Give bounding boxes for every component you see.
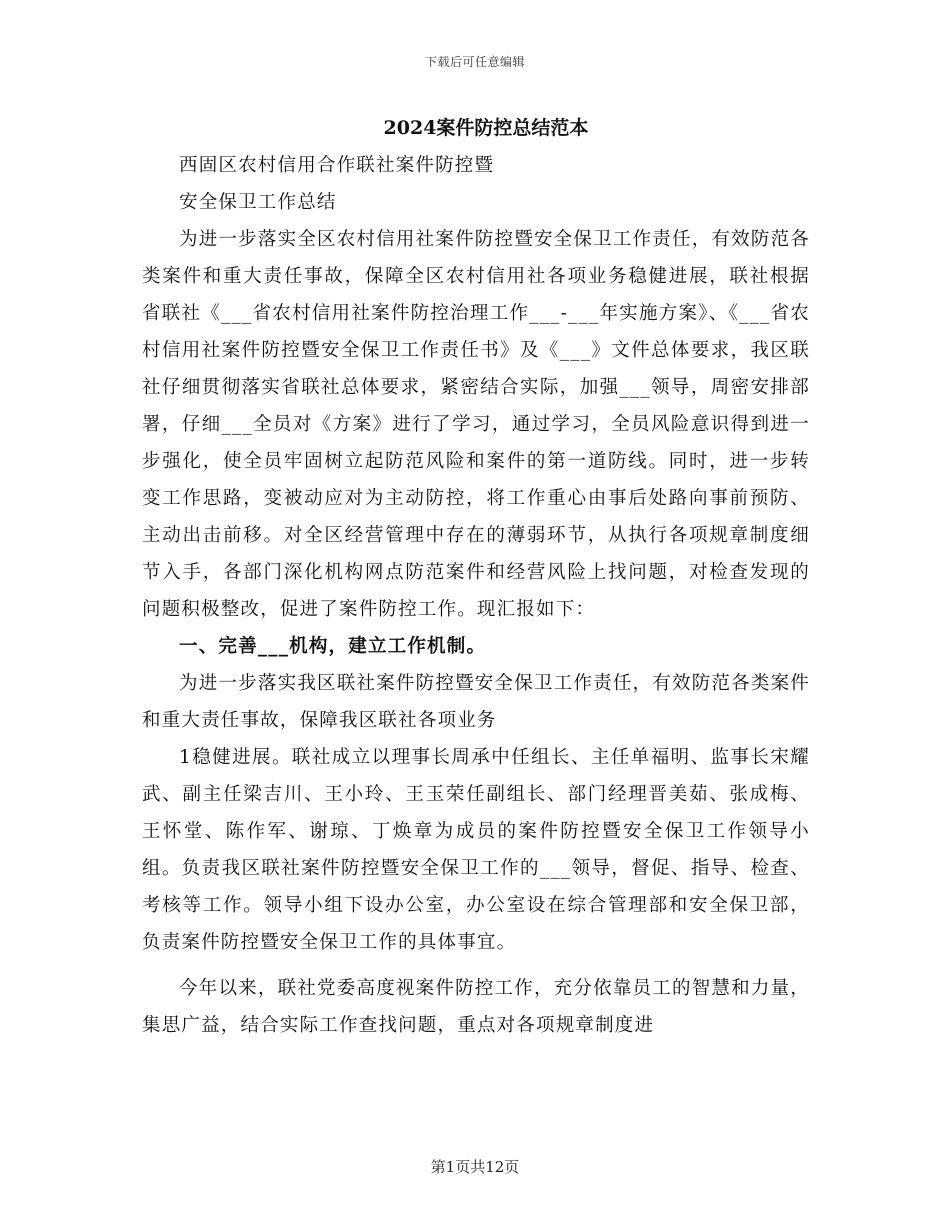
document-title: 2024案件防控总结范本 bbox=[383, 117, 589, 139]
org-line-1: 西固区农村信用合作联社案件防控暨 bbox=[179, 155, 495, 176]
document-body bbox=[142, 110, 810, 1044]
intro-paragraph: 为进一步落实全区农村信用社案件防控暨安全保卫工作责任，有效防范各类案件和重大责任事故，保障全区农村信用社各项业务稳健进展，联社根据省联社《___省农村信用社案件防控治理工作___-___年实施方案》、《___省农村信用社案件防控暨安全保卫工作责任书》及《___》文件总体要求，我区联社仔细贯彻落实省联社总体要求，紧密结合实际，加强___领导，周密安排部署，仔细___全员对《方案》进行了学习，通过学习，全员风险意识得到进一步强化，使全员牢固树立起防范风险和案件的第一道防线。同时，进一步转变工作思路，变被动应对为主动防控，将工作重心由事后处路向事前预防、主动出击前移。对全区经营管理中存在的薄弱环节，从执行各项规章制度细节入手，各部门深化机构网点防范案件和经营风险上找问题，对检查发现的问题积极整改，促进了案件防控工作。现汇报如下： bbox=[142, 229, 810, 620]
page-header-note: 下载后可任意编辑 bbox=[424, 55, 525, 69]
section-1-paragraph-b: 1稳健进展。联社成立以理事长周承中任组长、主任单福明、监事长宋耀武、副主任梁吉川、王小玲、王玉荣任副组长、部门经理晋美茹、张成梅、王怀堂、陈作军、谢琼、丁焕章为成员的案件防控暨安全保卫工作领导小组。负责我区联社案件防控暨安全保卫工作的___领导，督促、指导、检查、考核等工作。领导小组下设办公室，办公室设在综合管理部和安全保卫部，负责案件防控暨安全保卫工作的具体事宜。 bbox=[142, 747, 810, 953]
section-1-paragraph-a: 为进一步落实我区联社案件防控暨安全保卫工作责任，有效防范各类案件和重大责任事故，保障我区联社各项业务 bbox=[142, 673, 810, 731]
org-line-2: 安全保卫工作总结 bbox=[179, 192, 337, 213]
page-number: 第1页共12页 bbox=[430, 1158, 520, 1176]
section-1-heading: 一、完善___机构，建立工作机制。 bbox=[179, 636, 487, 657]
section-1-paragraph-c: 今年以来，联社党委高度视案件防控工作，充分依靠员工的智慧和力量，集思广益，结合实际工作查找问题，重点对各项规章制度进 bbox=[142, 978, 810, 1036]
